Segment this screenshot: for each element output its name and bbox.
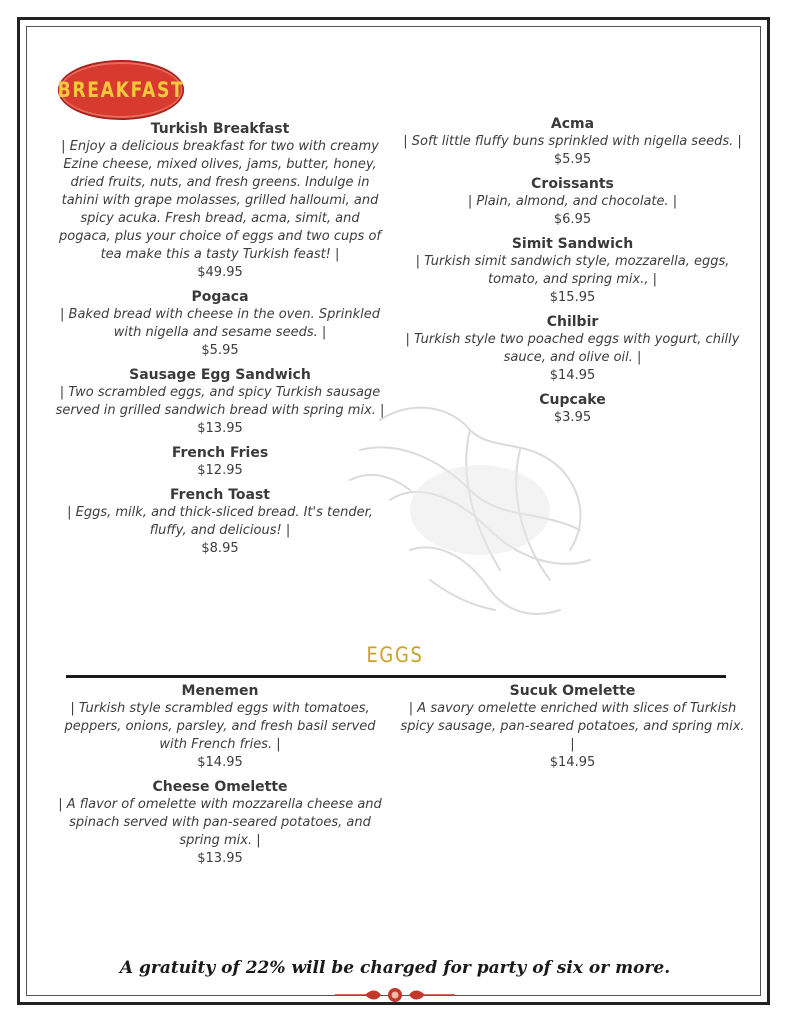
- item-price: $5.95: [553, 152, 592, 167]
- gratuity-notice: A gratuity of 22% will be charged for party of six or more.: [119, 958, 671, 978]
- menu-item: [400, 313, 745, 385]
- breakfast-title: BREAKFAST: [57, 78, 185, 102]
- menu-item: [55, 682, 385, 772]
- item-price: $14.95: [549, 755, 596, 770]
- item-price: $13.95: [197, 851, 243, 866]
- item-name: Turkish Breakfast: [150, 121, 290, 137]
- item-name: Chilbir: [546, 314, 599, 330]
- menu-item: [400, 682, 745, 772]
- item-price: $14.95: [549, 368, 596, 383]
- item-price: $6.95: [553, 212, 592, 227]
- item-name: Menemen: [181, 683, 259, 699]
- item-name: Sucuk Omelette: [509, 683, 636, 699]
- item-price: $14.95: [197, 755, 243, 770]
- item-name: Sausage Egg Sandwich: [129, 367, 311, 383]
- menu-item: [55, 288, 385, 360]
- menu-item: [55, 366, 385, 438]
- item-name: Acma: [550, 116, 595, 132]
- item-price: $3.95: [553, 410, 592, 425]
- eggs-right-column: [400, 682, 745, 778]
- item-name: Cupcake: [539, 392, 606, 408]
- menu-item: [400, 391, 745, 427]
- item-name: Croissants: [531, 176, 614, 192]
- item-price: $5.95: [201, 343, 239, 358]
- item-description: | Turkish style two poached eggs with yogurt, chilly sauce, and olive oil. |: [405, 332, 740, 365]
- item-price: $13.95: [197, 421, 243, 436]
- item-name: Pogaca: [191, 289, 249, 305]
- menu-item: [400, 175, 745, 229]
- breakfast-right-column: [400, 115, 745, 433]
- item-name: Simit Sandwich: [511, 236, 634, 252]
- flourish-ornament-icon: [335, 986, 455, 1004]
- item-description: | Plain, almond, and chocolate. |: [467, 194, 678, 209]
- menu-item: [55, 444, 385, 480]
- breakfast-badge: [58, 60, 184, 120]
- item-description: | Soft little fluffy buns sprinkled with nigella seeds. |: [403, 134, 742, 149]
- item-description: | A savory omelette enriched with slices of Turkish spicy sausage, pan-seared potatoes, and spring mix. |: [400, 701, 745, 752]
- item-name: French Fries: [171, 445, 269, 461]
- item-price: $8.95: [201, 541, 239, 556]
- item-price: $15.95: [549, 290, 596, 305]
- item-description: | Baked bread with cheese in the oven. Sprinkled with nigella and sesame seeds. |: [60, 307, 380, 340]
- item-description: | Turkish style scrambled eggs with tomatoes, peppers, onions, parsley, and fresh basil served with French fries. |: [64, 701, 376, 752]
- eggs-section-title: EGGS: [366, 643, 424, 667]
- menu-item: [55, 486, 385, 558]
- menu-item: [55, 120, 385, 282]
- item-description: | Turkish simit sandwich style, mozzarella, eggs, tomato, and spring mix., |: [415, 254, 730, 287]
- item-price: $49.95: [197, 265, 243, 280]
- item-name: Cheese Omelette: [152, 779, 288, 795]
- eggs-left-column: [55, 682, 385, 874]
- menu-item: [400, 235, 745, 307]
- breakfast-left-column: [55, 120, 385, 564]
- item-name: French Toast: [170, 487, 270, 503]
- menu-item: [400, 115, 745, 169]
- item-price: $12.95: [197, 463, 243, 478]
- item-description: | A flavor of omelette with mozzarella cheese and spinach served with pan-seared potatoes, and spring mix. |: [58, 797, 382, 848]
- item-description: | Enjoy a delicious breakfast for two with creamy Ezine cheese, mixed olives, jams, butter, honey, dried fruits, nuts, and fresh greens. Indulge in tahini with grape molasses, grilled halloumi, and spicy acuka. Fresh bread, acma, simit, and pogaca, plus your choice of eggs and two cups of tea make this a tasty Turkish feast! |: [59, 139, 381, 262]
- item-description: | Eggs, milk, and thick-sliced bread. It's tender, fluffy, and delicious! |: [67, 505, 373, 538]
- section-divider: [66, 675, 726, 678]
- menu-item: [55, 778, 385, 868]
- item-description: | Two scrambled eggs, and spicy Turkish sausage served in grilled sandwich bread with spring mix. |: [55, 385, 385, 418]
